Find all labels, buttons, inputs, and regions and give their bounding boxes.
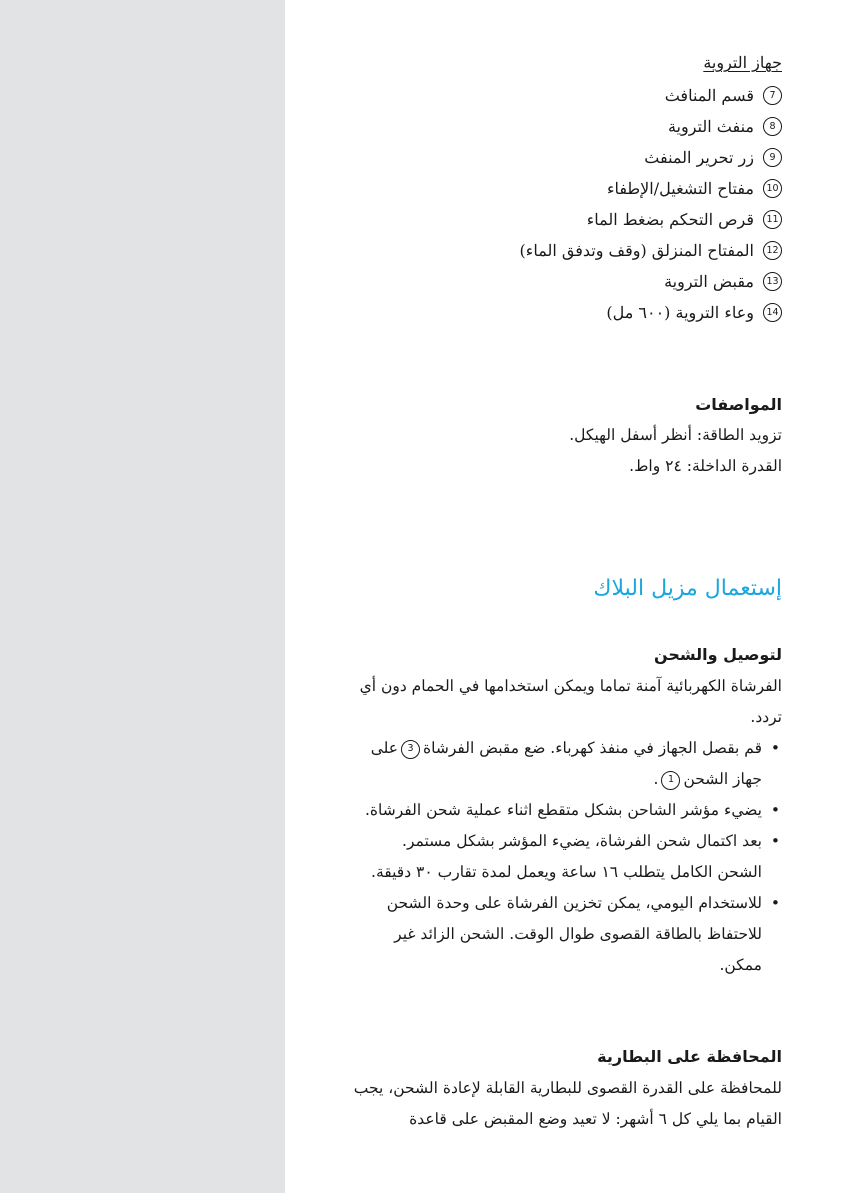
part-label: المفتاح المنزلق (وقف وتدفق الماء) — [519, 241, 754, 260]
list-item — [520, 204, 782, 235]
spec-power-input: القدرة الداخلة: ٢٤ واط. — [629, 457, 782, 475]
bullet-text: للاستخدام اليومي، يمكن تخزين الفرشاة على وحدة الشحن للاحتفاظ بالطاقة القصوى طوال الوقت. الشحن الزائد غير ممكن. — [386, 894, 762, 974]
page-content — [300, 0, 782, 1193]
part-number-badge: 11 — [763, 210, 782, 229]
list-item — [520, 111, 782, 142]
part-label: زر تحرير المنفث — [644, 148, 754, 167]
part-number-badge: 12 — [763, 241, 782, 260]
bullet-text: . — [653, 770, 659, 788]
bullet-icon: • — [770, 801, 780, 819]
list-item — [364, 826, 782, 888]
battery-text: للمحافظة على القدرة القصوى للبطارية القابلة لإعادة الشحن، يجب القيام بما يلي كل ٦ أشهر: لا تعيد وضع المقبض على قاعدة — [353, 1079, 782, 1128]
part-label: وعاء التروية (٦٠٠ مل) — [606, 303, 754, 322]
bullet-text: قم بقصل الجهاز في منفذ كهرباء. ضع مقبض الفرشاة — [423, 739, 762, 757]
bullet-icon: • — [770, 739, 780, 757]
list-item — [364, 888, 782, 981]
bullet-text: بعد اكتمال شحن الفرشاة، يضيء المؤشر بشكل مستمر. الشحن الكامل يتطلب ١٦ ساعة ويعمل لمدة تقارب ٣٠ دقيقة. — [371, 832, 762, 881]
part-number-badge: 7 — [763, 86, 782, 105]
bullet-icon: • — [770, 832, 780, 850]
part-label: قرص التحكم بضغط الماء — [586, 210, 754, 229]
list-item — [520, 266, 782, 297]
list-item — [520, 80, 782, 111]
list-item — [520, 297, 782, 328]
part-number-badge: 3 — [401, 740, 420, 759]
list-item — [520, 173, 782, 204]
part-number-badge: 10 — [763, 179, 782, 198]
part-label: منفث التروية — [667, 117, 754, 136]
part-number-badge: 9 — [763, 148, 782, 167]
part-label: مفتاح التشغيل/الإطفاء — [606, 179, 754, 198]
spec-power-supply: تزويد الطاقة: أنظر أسفل الهيكل. — [569, 426, 782, 444]
list-item — [364, 795, 782, 826]
part-number-badge: 1 — [661, 771, 680, 790]
part-number-badge: 14 — [763, 303, 782, 322]
charging-bullets — [364, 733, 782, 981]
charging-heading: لتوصيل والشحن — [653, 645, 782, 664]
list-item — [364, 733, 782, 795]
list-item — [520, 235, 782, 266]
part-label: قسم المنافث — [664, 86, 754, 105]
part-number-badge: 13 — [763, 272, 782, 291]
specs-heading: المواصفات — [695, 395, 782, 414]
bullet-text: يضيء مؤشر الشاحن بشكل متقطع اثناء عملية شحن الفرشاة. — [364, 801, 762, 819]
part-label: مقبض التروية — [664, 272, 754, 291]
page-margin — [0, 0, 285, 1193]
bullet-icon: • — [770, 894, 780, 912]
battery-heading: المحافظة على البطارية — [597, 1047, 782, 1066]
part-number-badge: 8 — [763, 117, 782, 136]
irrigator-heading: جهاز التروية — [703, 53, 782, 72]
bullet-text: على جهاز الشحن — [370, 739, 762, 788]
list-item — [520, 142, 782, 173]
irrigator-parts-list — [520, 80, 782, 328]
charging-intro: الفرشاة الكهربائية آمنة تماما ويمكن استخدامها في الحمام دون أي تردد. — [359, 677, 782, 726]
section-title: إستعمال مزيل البلاك — [593, 576, 782, 601]
